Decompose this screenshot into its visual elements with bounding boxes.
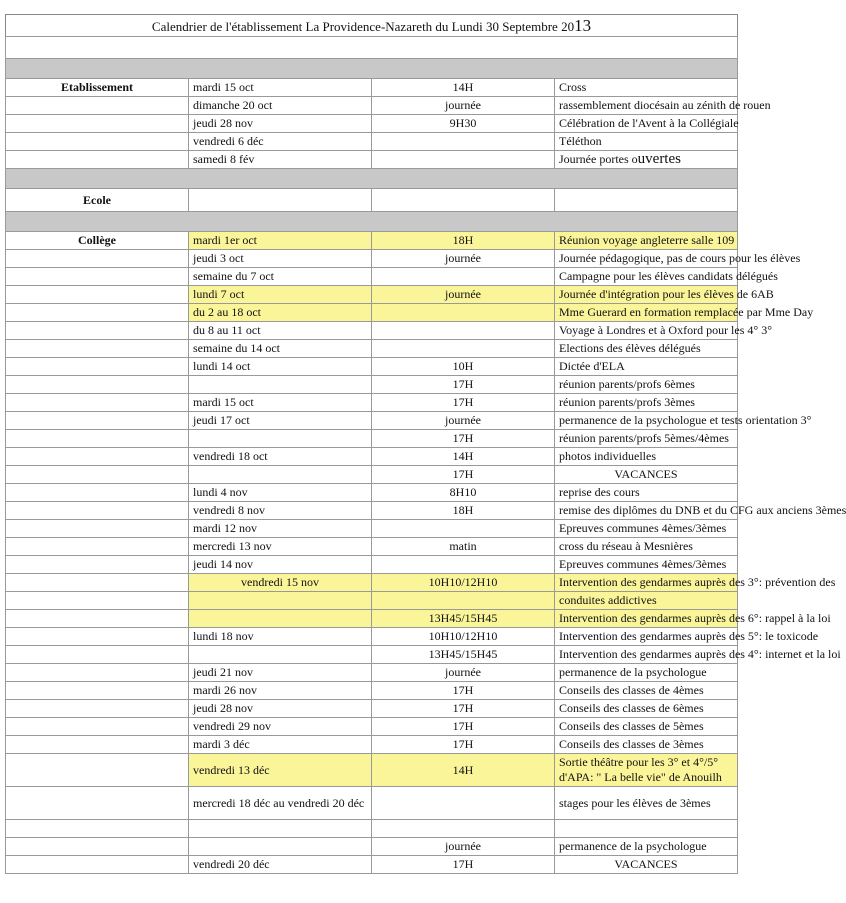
event-cell: VACANCES: [555, 466, 738, 484]
date-cell: mardi 15 oct: [189, 79, 372, 97]
time-cell: 17H: [372, 466, 555, 484]
time-cell: [372, 556, 555, 574]
section-label-cell: [6, 322, 189, 340]
calendar-row: [6, 574, 738, 592]
event-cell: Intervention des gendarmes auprès des 6°: rappel à la loi: [555, 610, 738, 628]
time-cell: 17H: [372, 718, 555, 736]
time-cell: 8H10: [372, 484, 555, 502]
date-cell: [189, 592, 372, 610]
calendar-row: [6, 856, 738, 874]
calendar-row: [6, 466, 738, 484]
section-label-cell: [6, 394, 189, 412]
event-cell: Journée portes ouvertes: [555, 151, 738, 169]
section-label-cell: Ecole: [6, 189, 189, 212]
event-cell: Sortie théâtre pour les 3° et 4°/5° d'APA: " La belle vie" de Anouilh: [555, 754, 738, 787]
calendar-row: [6, 322, 738, 340]
section-label-cell: [6, 574, 189, 592]
calendar-row: [6, 838, 738, 856]
date-cell: mercredi 13 nov: [189, 538, 372, 556]
time-cell: 13H45/15H45: [372, 610, 555, 628]
calendar-row: [6, 97, 738, 115]
date-cell: jeudi 17 oct: [189, 412, 372, 430]
event-cell: reprise des cours: [555, 484, 738, 502]
calendar-row: [6, 358, 738, 376]
date-cell: mardi 1er oct: [189, 232, 372, 250]
calendar-row: [6, 304, 738, 322]
section-label-cell: [6, 718, 189, 736]
event-cell: Intervention des gendarmes auprès des 4°: internet et la loi: [555, 646, 738, 664]
time-cell: journée: [372, 664, 555, 682]
date-cell: [189, 466, 372, 484]
calendar-row: [6, 556, 738, 574]
time-cell: 18H: [372, 232, 555, 250]
calendar-row: [6, 394, 738, 412]
calendar-row: [6, 151, 738, 169]
ecole-row: [6, 189, 738, 212]
time-cell: 17H: [372, 430, 555, 448]
event-cell: Epreuves communes 4èmes/3èmes: [555, 556, 738, 574]
date-cell: vendredi 6 déc: [189, 133, 372, 151]
section-label-cell: [6, 502, 189, 520]
calendar-row: [6, 484, 738, 502]
calendar-row: [6, 412, 738, 430]
event-cell: Voyage à Londres et à Oxford pour les 4° 3°: [555, 322, 738, 340]
date-cell: [189, 838, 372, 856]
calendar-sheet: [5, 14, 846, 874]
date-cell: [189, 820, 372, 838]
calendar-row: [6, 664, 738, 682]
section-label-cell: [6, 856, 189, 874]
event-cell: Campagne pour les élèves candidats délégués: [555, 268, 738, 286]
section-label-cell: [6, 115, 189, 133]
date-cell: jeudi 14 nov: [189, 556, 372, 574]
calendar-row: [6, 520, 738, 538]
time-cell: [372, 520, 555, 538]
calendar-row: [6, 79, 738, 97]
date-cell: lundi 4 nov: [189, 484, 372, 502]
event-cell: Intervention des gendarmes auprès des 3°: prévention des: [555, 574, 738, 592]
event-cell: réunion parents/profs 3èmes: [555, 394, 738, 412]
date-cell: mardi 26 nov: [189, 682, 372, 700]
date-cell: mardi 15 oct: [189, 394, 372, 412]
section-label-cell: Collège: [6, 232, 189, 250]
date-cell: vendredi 15 nov: [189, 574, 372, 592]
date-cell: jeudi 28 nov: [189, 700, 372, 718]
calendar-row: [6, 700, 738, 718]
date-cell: jeudi 28 nov: [189, 115, 372, 133]
section-label-cell: [6, 430, 189, 448]
time-cell: 17H: [372, 682, 555, 700]
date-cell: lundi 18 nov: [189, 628, 372, 646]
calendar-row: [6, 820, 738, 838]
section-label-cell: [6, 97, 189, 115]
date-cell: jeudi 21 nov: [189, 664, 372, 682]
calendar-row: [6, 592, 738, 610]
date-cell: [189, 610, 372, 628]
event-cell: Conseils des classes de 5èmes: [555, 718, 738, 736]
event-cell: photos individuelles: [555, 448, 738, 466]
time-cell: 17H: [372, 856, 555, 874]
section-label-cell: Etablissement: [6, 79, 189, 97]
section-label-cell: [6, 304, 189, 322]
time-cell: [372, 322, 555, 340]
time-cell: 10H: [372, 358, 555, 376]
calendar-row: [6, 736, 738, 754]
time-cell: 17H: [372, 394, 555, 412]
time-cell: [372, 820, 555, 838]
date-cell: du 2 au 18 oct: [189, 304, 372, 322]
calendar-row: [6, 682, 738, 700]
time-cell: 18H: [372, 502, 555, 520]
event-cell: remise des diplômes du DNB et du CFG aux anciens 3èmes: [555, 502, 738, 520]
calendar-row: [6, 340, 738, 358]
date-cell: [189, 646, 372, 664]
event-cell: Epreuves communes 4èmes/3èmes: [555, 520, 738, 538]
time-cell: 9H30: [372, 115, 555, 133]
section-label-cell: [6, 286, 189, 304]
event-cell: réunion parents/profs 6èmes: [555, 376, 738, 394]
date-cell: semaine du 14 oct: [189, 340, 372, 358]
time-cell: 17H: [372, 376, 555, 394]
section-label-cell: [6, 787, 189, 820]
section-label-cell: [6, 538, 189, 556]
calendar-row: [6, 448, 738, 466]
event-cell: cross du réseau à Mesnières: [555, 538, 738, 556]
time-cell: journée: [372, 838, 555, 856]
section-label-cell: [6, 376, 189, 394]
event-cell: [555, 820, 738, 838]
calendar-row: [6, 250, 738, 268]
section-label-cell: [6, 838, 189, 856]
calendar-row: [6, 538, 738, 556]
separator-row: [6, 169, 738, 189]
section-label-cell: [6, 736, 189, 754]
calendar-row: [6, 115, 738, 133]
date-cell: samedi 8 fév: [189, 151, 372, 169]
calendar-row: [6, 502, 738, 520]
section-label-cell: [6, 592, 189, 610]
event-cell: réunion parents/profs 5èmes/4èmes: [555, 430, 738, 448]
time-cell: 14H: [372, 448, 555, 466]
calendar-row: [6, 430, 738, 448]
time-cell: [372, 133, 555, 151]
date-cell: vendredi 20 déc: [189, 856, 372, 874]
event-cell: Conseils des classes de 3èmes: [555, 736, 738, 754]
date-cell: lundi 14 oct: [189, 358, 372, 376]
event-cell: permanence de la psychologue et tests orientation 3°: [555, 412, 738, 430]
section-label-cell: [6, 520, 189, 538]
section-label-cell: [6, 610, 189, 628]
date-cell: [189, 189, 372, 212]
event-cell: [555, 189, 738, 212]
section-label-cell: [6, 466, 189, 484]
calendar-row: [6, 754, 738, 787]
separator-row: [6, 59, 738, 79]
calendar-row: [6, 628, 738, 646]
time-cell: 14H: [372, 754, 555, 787]
time-cell: journée: [372, 412, 555, 430]
section-label-cell: [6, 412, 189, 430]
date-cell: vendredi 8 nov: [189, 502, 372, 520]
time-cell: 14H: [372, 79, 555, 97]
section-label-cell: [6, 268, 189, 286]
event-cell: Dictée d'ELA: [555, 358, 738, 376]
date-cell: lundi 7 oct: [189, 286, 372, 304]
date-cell: [189, 430, 372, 448]
blank-row: [6, 37, 738, 59]
event-cell: Célébration de l'Avent à la Collégiale: [555, 115, 738, 133]
event-cell: Journée pédagogique, pas de cours pour les élèves: [555, 250, 738, 268]
section-label-cell: [6, 250, 189, 268]
event-cell: rassemblement diocésain au zénith de rouen: [555, 97, 738, 115]
time-cell: [372, 268, 555, 286]
section-label-cell: [6, 754, 189, 787]
section-label-cell: [6, 358, 189, 376]
section-label-cell: [6, 664, 189, 682]
event-cell: Journée d'intégration pour les élèves de 6AB: [555, 286, 738, 304]
calendar-title: [5, 14, 738, 36]
time-cell: [372, 340, 555, 358]
calendar-row: [6, 646, 738, 664]
calendar-table: [5, 36, 846, 874]
time-cell: 17H: [372, 700, 555, 718]
section-label-cell: [6, 820, 189, 838]
time-cell: journée: [372, 250, 555, 268]
separator-row: [6, 212, 738, 232]
title-year-suffix: 13: [574, 16, 592, 35]
calendar-row: [6, 718, 738, 736]
calendar-row: [6, 133, 738, 151]
section-label-cell: [6, 556, 189, 574]
date-cell: vendredi 18 oct: [189, 448, 372, 466]
section-label-cell: [6, 151, 189, 169]
event-cell: Conseils des classes de 6èmes: [555, 700, 738, 718]
calendar-row: [6, 232, 738, 250]
event-cell: permanence de la psychologue: [555, 664, 738, 682]
calendar-row: [6, 610, 738, 628]
date-cell: du 8 au 11 oct: [189, 322, 372, 340]
section-label-cell: [6, 628, 189, 646]
event-cell: Intervention des gendarmes auprès des 5°: le toxicode: [555, 628, 738, 646]
event-cell: conduites addictives: [555, 592, 738, 610]
time-cell: [372, 592, 555, 610]
event-cell: Mme Guerard en formation remplacée par Mme Day: [555, 304, 738, 322]
date-cell: vendredi 13 déc: [189, 754, 372, 787]
time-cell: [372, 151, 555, 169]
section-label-cell: [6, 682, 189, 700]
event-cell: stages pour les élèves de 3èmes: [555, 787, 738, 820]
event-cell: Réunion voyage angleterre salle 109: [555, 232, 738, 250]
event-cell: VACANCES: [555, 856, 738, 874]
date-cell: vendredi 29 nov: [189, 718, 372, 736]
date-cell: semaine du 7 oct: [189, 268, 372, 286]
calendar-row: [6, 376, 738, 394]
event-emphasis-text: uvertes: [637, 151, 681, 167]
date-cell: jeudi 3 oct: [189, 250, 372, 268]
calendar-row: [6, 787, 738, 820]
time-cell: journée: [372, 97, 555, 115]
event-cell: Téléthon: [555, 133, 738, 151]
section-label-cell: [6, 700, 189, 718]
time-cell: 10H10/12H10: [372, 574, 555, 592]
event-cell: Cross: [555, 79, 738, 97]
event-cell: Elections des élèves délégués: [555, 340, 738, 358]
event-cell: permanence de la psychologue: [555, 838, 738, 856]
time-cell: matin: [372, 538, 555, 556]
time-cell: 10H10/12H10: [372, 628, 555, 646]
calendar-row: [6, 268, 738, 286]
date-cell: mardi 12 nov: [189, 520, 372, 538]
section-label-cell: [6, 340, 189, 358]
time-cell: [372, 304, 555, 322]
time-cell: [372, 787, 555, 820]
time-cell: [372, 189, 555, 212]
date-cell: [189, 376, 372, 394]
calendar-row: [6, 286, 738, 304]
section-label-cell: [6, 484, 189, 502]
title-text: Calendrier de l'établissement La Providence-Nazareth du Lundi 30 Septembre 20: [151, 19, 575, 34]
time-cell: 13H45/15H45: [372, 646, 555, 664]
date-cell: mercredi 18 déc au vendredi 20 déc: [189, 787, 372, 820]
date-cell: mardi 3 déc: [189, 736, 372, 754]
time-cell: 17H: [372, 736, 555, 754]
section-label-cell: [6, 133, 189, 151]
section-label-cell: [6, 448, 189, 466]
section-label-cell: [6, 646, 189, 664]
time-cell: journée: [372, 286, 555, 304]
date-cell: dimanche 20 oct: [189, 97, 372, 115]
calendar-body: [6, 37, 846, 874]
event-cell: Conseils des classes de 4èmes: [555, 682, 738, 700]
